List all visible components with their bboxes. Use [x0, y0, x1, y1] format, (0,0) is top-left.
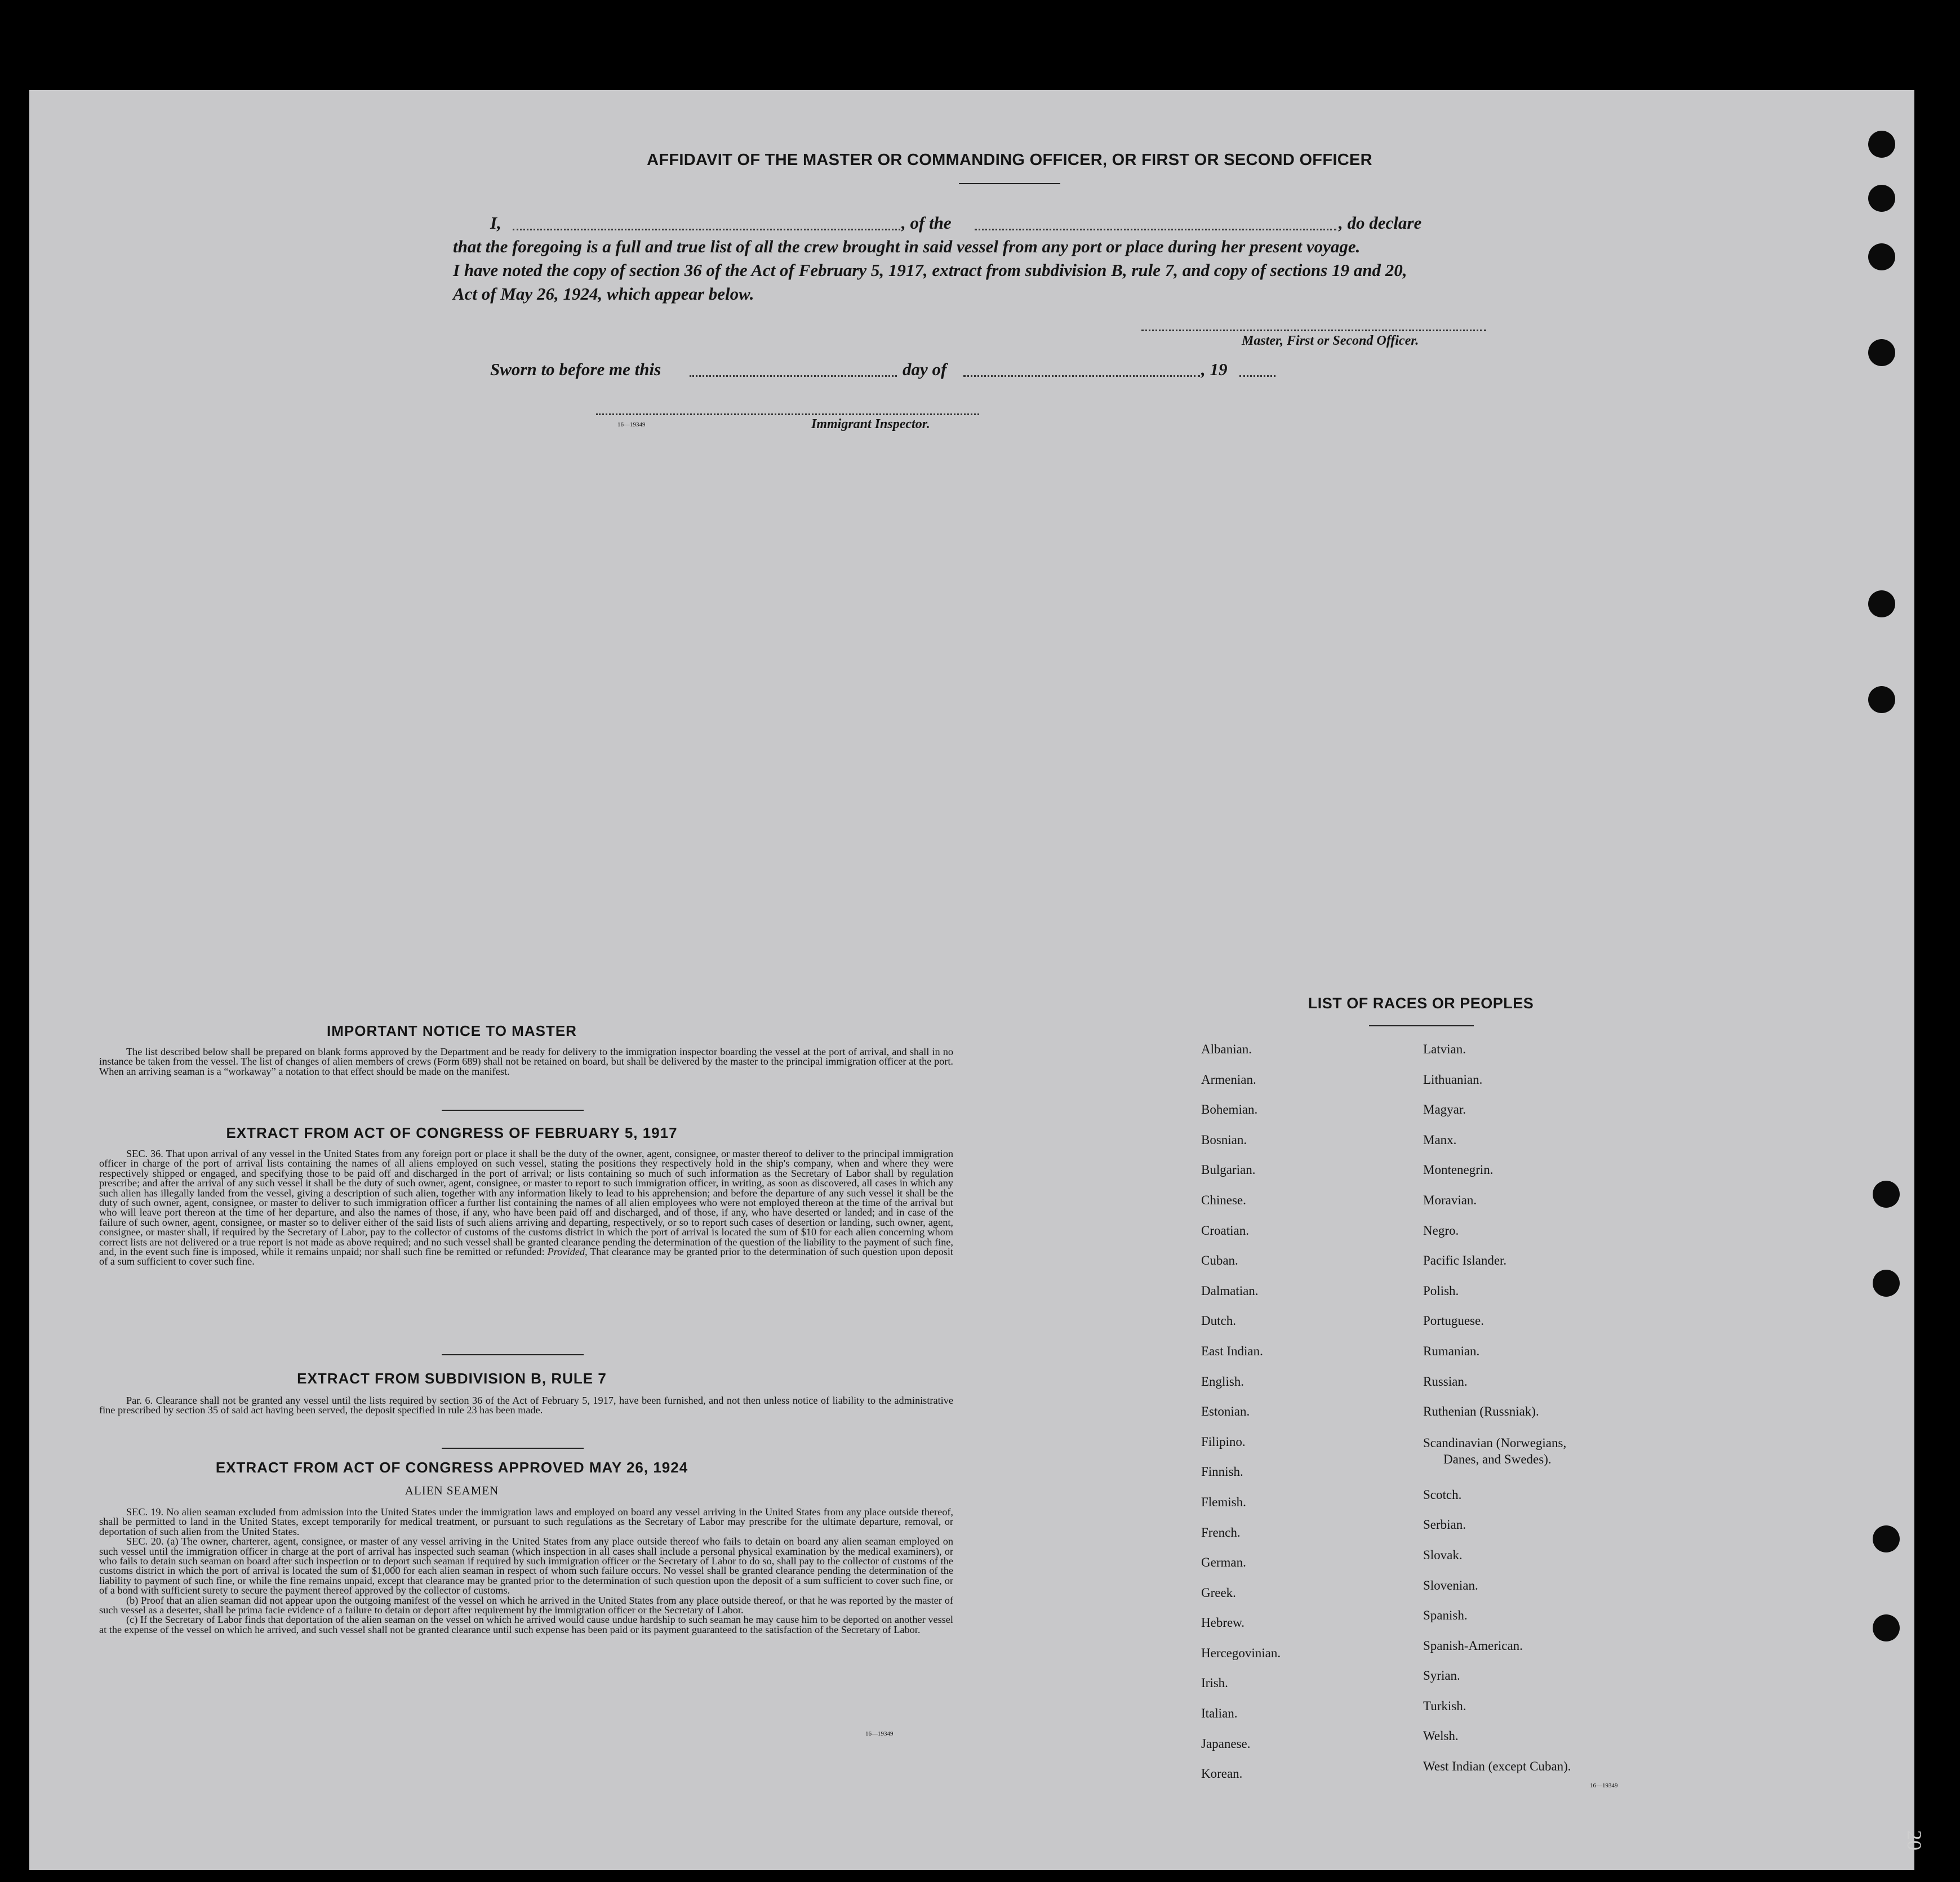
race-item: Montenegrin.: [1423, 1163, 1494, 1177]
sworn-label: Sworn to before me this: [490, 359, 661, 379]
race-item: Albanian.: [1201, 1042, 1252, 1056]
race-item: Latvian.: [1423, 1042, 1466, 1056]
extract-form-number: 16—19349: [865, 1730, 894, 1737]
sworn-line: [490, 359, 1301, 382]
section-20a-text: SEC. 20. (a) The owner, charterer, agent, consignee, or master of any vessel arriving in the United States from any place outside thereof who fails to detain on board any alien seaman employed on such vessel until the immigration officer in charge at the port of arrival has inspected such seaman (which inspection in all cases shall include a personal physical examination by the medical examiners), or who fails to detain such seaman on board after such inspection or to deport such seaman if required by such immigration officer or the Secretary of Labor to do so, shall pay to the collector of customs of the customs district in which the port of arrival is located the sum of $1,000 for each alien seaman in respect of whom such failure occurs. No vessel shall be granted clearance pending the determination of the liability to payment of such fine, or while the fine remains unpaid, except that clearance may be granted prior to the determination of such question upon the deposit of a sum sufficient to cover such fine, or of a bond with sufficient surety to secure the payment thereof approved by the collector of customs.: [99, 1536, 953, 1596]
race-item: Estonian.: [1201, 1404, 1250, 1419]
extract-1917-text: [99, 1149, 953, 1267]
races-right-column: [1423, 1042, 1571, 1790]
race-item-line: Scandinavian (Norwegians,: [1423, 1435, 1567, 1450]
race-item: Dalmatian.: [1201, 1283, 1259, 1298]
section-36-text: SEC. 36. That upon arrival of any vessel in the United States from any foreign port or place it shall be the duty of the owner, agent, consignee, or master thereof to deliver to the principal immigration officer in charge of the port of arrival lists containing the names of all aliens employed on such vessel, stating the positions they respectively hold in the ship's company, when and where they were respectively shipped or engaged, and specifying those to be paid off and discharged in the port of arrival; or lists containing so much of such information as the Secretary of Labor shall by regulation prescribe; and after the arrival of any such vessel it shall be the duty of such owner, agent, consignee, or master to report to such immigration officer, in writing, as soon as discovered, all cases in which any such alien has illegally landed from the vessel, giving a description of such alien, together with any information likely to lead to his apprehension; and before the departure of any such vessel it shall be the duty of such owner, agent, consignee, or master to deliver to such immigration officer a further list containing the names of all alien employees who were not employed thereon at the time of the arrival but who will leave port thereon at the time of her departure, and also the names of those, if any, who have been paid off and discharged, and of those, if any, who have deserted or landed; and in case of the failure of such owner, agent, consignee, or master so to deliver either of the said lists of such aliens arriving and departing, respectively, or so to report such cases of desertion or landing, such owner, agent, consignee, or master shall, if required by the Secretary of Labor, pay to the collector of customs of the customs district in which the port of arrival is located the sum of $10 for each alien concerning whom correct lists are not delivered or a true report is not made as above required; and no such vessel shall be granted clearance pending the determination of the question of the liability to the payment of such fine, and, in the event such fine is imposed, while it remains unpaid; nor shall such fine be remitted or refunded:: [99, 1148, 953, 1258]
race-item: Ruthenian (Russniak).: [1423, 1404, 1539, 1419]
race-item: Croatian.: [1201, 1223, 1249, 1238]
punch-hole: [1873, 1270, 1900, 1297]
day-of-label: day of: [903, 359, 947, 379]
race-item: Bulgarian.: [1201, 1163, 1256, 1177]
race-item: Italian.: [1201, 1706, 1238, 1721]
year-prefix-label: , 19: [1201, 359, 1228, 379]
inspector-signature-field[interactable]: [596, 413, 979, 415]
race-item: Serbian.: [1423, 1518, 1466, 1532]
race-item: French.: [1201, 1525, 1241, 1540]
notice-paragraph: The list described below shall be prepared on blank forms approved by the Department and be ready for delivery to the immigration inspector boarding the vessel at the port of arrival, and shall in no instance be taken from the vessel. The list of changes of alien members of crews (Form 689) shall not be retained on board, but shall be delivered by the master to the principal immigration officer at the port. When an arriving seaman is a “workaway” a notation to that effect should be made on the manifest.: [99, 1046, 953, 1077]
race-item: Negro.: [1423, 1223, 1459, 1238]
race-item: German.: [1201, 1555, 1246, 1570]
extract-1917-title: EXTRACT FROM ACT OF CONGRESS OF FEBRUARY 5, 1917: [226, 1124, 678, 1141]
race-item: Hebrew.: [1201, 1616, 1245, 1630]
punch-hole: [1873, 1525, 1900, 1552]
section-20b-text: (b) Proof that an alien seaman did not appear upon the outgoing manifest of the vessel on which he arrived in the United States from any place outside thereof, or that he was reported by the master of such vessel as a deserter, shall be prima facie evidence of a failure to detain or deport after requirement by the immigration officer or the Secretary of Labor.: [99, 1594, 953, 1616]
races-divider: [1369, 1025, 1474, 1026]
declarant-name-field[interactable]: [513, 229, 900, 230]
extract-1924-text: [99, 1507, 953, 1635]
document-page: [29, 90, 1914, 1870]
affidavit-form-number: 16—19349: [617, 421, 646, 428]
race-item: Scotch.: [1423, 1487, 1462, 1502]
margin-page-number: 20: [1903, 1830, 1926, 1850]
sworn-day-field[interactable]: [690, 375, 897, 377]
rule-7-text: [99, 1396, 953, 1416]
inspector-label: Immigrant Inspector.: [811, 417, 930, 431]
punch-hole: [1868, 590, 1895, 617]
do-declare-label: , do declare: [1339, 213, 1422, 233]
races-title: LIST OF RACES OR PEOPLES: [1308, 995, 1534, 1012]
divider: [442, 1448, 584, 1449]
race-item: Armenian.: [1201, 1072, 1256, 1087]
alien-seamen-subtitle: ALIEN SEAMEN: [405, 1484, 499, 1497]
race-item: [1423, 1435, 1571, 1488]
declaration-line-3: I have noted the copy of section 36 of the Act of February 5, 1917, extract from subdivision B, rule 7, and copy of sections 19 and 20,: [453, 260, 1407, 280]
race-item: English.: [1201, 1374, 1245, 1389]
affidavit-title: AFFIDAVIT OF THE MASTER OR COMMANDING OFFICER, OR FIRST OR SECOND OFFICER: [647, 151, 1372, 169]
rule-7-title: EXTRACT FROM SUBDIVISION B, RULE 7: [297, 1370, 607, 1387]
race-item: West Indian (except Cuban).: [1423, 1759, 1571, 1774]
race-item: Filipino.: [1201, 1434, 1246, 1449]
race-item: Rumanian.: [1423, 1343, 1480, 1358]
race-item: Dutch.: [1201, 1314, 1236, 1328]
race-item: Slovenian.: [1423, 1578, 1478, 1592]
race-item: East Indian.: [1201, 1343, 1263, 1358]
race-item: Welsh.: [1423, 1729, 1459, 1743]
punch-hole: [1868, 185, 1895, 212]
race-item-line: Danes, and Swedes).: [1443, 1452, 1552, 1466]
race-item: Finnish.: [1201, 1465, 1243, 1479]
sworn-year-field[interactable]: [1239, 375, 1275, 377]
section-20c-text: (c) If the Secretary of Labor finds that deportation of the alien seaman on the vessel on which he arrived would cause undue hardship to such seaman he may cause him to be deported on another vessel at the expense of the vessel on which he arrived, and such vessel shall not be granted clearance until such expense has been paid or its payment guaranteed to the satisfaction of the Secretary of Labor.: [99, 1614, 953, 1635]
race-item: Turkish.: [1423, 1698, 1466, 1713]
section-19-text: SEC. 19. No alien seaman excluded from admission into the United States under the immigration laws and employed on board any vessel arriving in the United States from any place outside thereof, shall be permitted to land in the United States, except temporarily for medical treatment, or pursuant to such regulations as the Secretary of Labor may prescribe for the ultimate departure, removal, or deportation of such alien from the United States.: [99, 1506, 953, 1537]
rule-7-paragraph: Par. 6. Clearance shall not be granted any vessel until the lists required by section 36 of the Act of February 5, 1917, have been furnished, and not then unless notice of liability to the administrative fine prescribed by section 35 of said act having been served, the deposit specified in rule 23 has been made.: [99, 1395, 953, 1416]
notice-title: IMPORTANT NOTICE TO MASTER: [327, 1022, 577, 1039]
divider: [442, 1110, 584, 1111]
race-item: Cuban.: [1201, 1253, 1238, 1268]
race-item: Spanish.: [1423, 1608, 1468, 1623]
race-item: Chinese.: [1201, 1193, 1246, 1207]
race-item: Japanese.: [1201, 1736, 1251, 1751]
race-item: Pacific Islander.: [1423, 1253, 1507, 1268]
punch-hole: [1868, 243, 1895, 270]
punch-hole: [1868, 339, 1895, 366]
sworn-month-field[interactable]: [963, 375, 1200, 377]
punch-hole: [1868, 131, 1895, 158]
declaration-line-1: [490, 213, 1538, 235]
declarant-prefix: I,: [490, 213, 501, 233]
race-item: Spanish-American.: [1423, 1638, 1523, 1653]
race-item: Magyar.: [1423, 1102, 1466, 1117]
title-divider: [959, 183, 1060, 184]
declaration-line-2: that the foregoing is a full and true list of all the crew brought in said vessel from any port or place during her present voyage.: [453, 237, 1361, 256]
race-item: Bohemian.: [1201, 1102, 1258, 1117]
race-item: Bosnian.: [1201, 1132, 1247, 1147]
master-signature-field[interactable]: [1141, 330, 1486, 331]
punch-hole: [1873, 1181, 1900, 1208]
of-the-label: , of the: [901, 213, 952, 233]
race-item: Hercegovinian.: [1201, 1645, 1281, 1660]
punch-hole: [1868, 686, 1895, 713]
race-item: Irish.: [1201, 1676, 1228, 1690]
race-item: Portuguese.: [1423, 1314, 1484, 1328]
race-item: Moravian.: [1423, 1193, 1477, 1207]
race-item: Manx.: [1423, 1132, 1457, 1147]
race-item: Flemish.: [1201, 1494, 1246, 1509]
race-item: Polish.: [1423, 1283, 1459, 1298]
race-item: Russian.: [1423, 1374, 1468, 1389]
race-item: Greek.: [1201, 1585, 1236, 1600]
extract-1924-title: EXTRACT FROM ACT OF CONGRESS APPROVED MAY 26, 1924: [215, 1459, 688, 1476]
notice-text: [99, 1047, 953, 1076]
races-form-number: 16—19349: [1590, 1782, 1618, 1789]
races-left-column: [1201, 1042, 1281, 1797]
declaration-line-4: Act of May 26, 1924, which appear below.: [453, 284, 754, 304]
punch-hole: [1873, 1614, 1900, 1641]
section-36-end: That clearance may be granted prior to the determination of such question upon deposit of a sum sufficient to cover such fine.: [99, 1246, 954, 1267]
divider: [442, 1354, 584, 1355]
race-item: Lithuanian.: [1423, 1072, 1483, 1087]
vessel-name-field[interactable]: [975, 229, 1336, 230]
provided-word: Provided,: [547, 1246, 588, 1258]
race-item: Korean.: [1201, 1767, 1243, 1781]
race-item: Syrian.: [1423, 1669, 1460, 1683]
race-item: Slovak.: [1423, 1547, 1463, 1562]
master-signature-label: Master, First or Second Officer.: [1242, 333, 1419, 348]
